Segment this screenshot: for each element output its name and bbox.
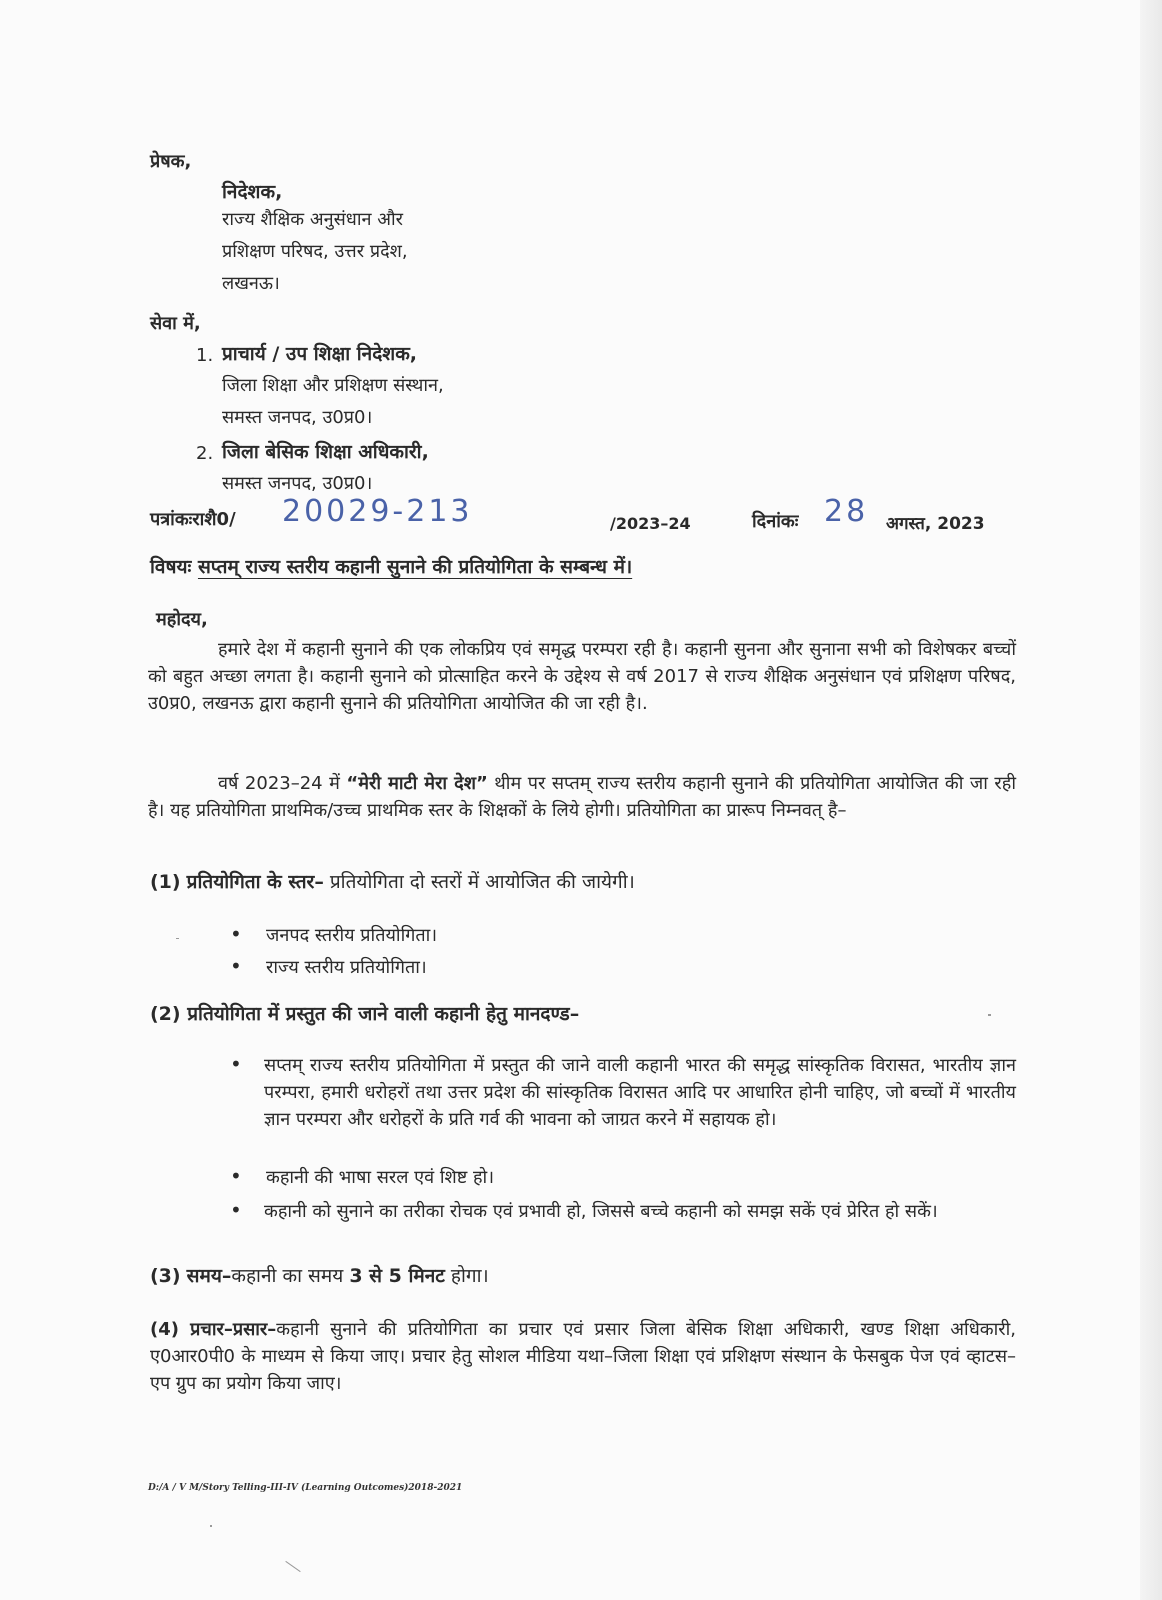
recipient-number: 2. (196, 443, 214, 464)
reference-prefix: पत्रांकःराशै0/ (150, 509, 236, 530)
bullet-dot: • (230, 1198, 242, 1222)
recipient-title: जिला बेसिक शिक्षा अधिकारी, (222, 441, 429, 463)
section-title: प्रतियोगिता के स्तर– (186, 871, 324, 893)
subject-text: सप्तम् राज्य स्तरीय कहानी सुनाने की प्रतियोगिता के सम्बन्ध में। (197, 556, 633, 578)
paragraph-theme (148, 770, 1016, 824)
paragraph-theme-end: थीम पर सप्तम् राज्य स्तरीय कहानी सुनाने की प्रतियोगिता आयोजित की जा रही है। यह प्रतियोगिता प्राथमिक/उच्च प्राथमिक स्तर के शिक्षकों के लिये होगी। प्रतियोगिता का प्रारूप निम्नवत् है– (148, 773, 1016, 821)
footer-file-path: D:/A / V M/Story Telling-III-IV (Learning Outcomes)2018-2021 (148, 1483, 463, 1493)
handwritten-date-day: 28 (824, 494, 869, 529)
section-number: (4) (150, 1319, 179, 1340)
scan-edge-shadow (1140, 0, 1162, 1600)
bullet-item: जनपद स्तरीय प्रतियोगिता। (266, 925, 438, 946)
sender-line: लखनऊ। (222, 273, 280, 294)
section-text: प्रतियोगिता दो स्तरों में आयोजित की जायेगी। (323, 871, 635, 893)
recipient-line: जिला शिक्षा और प्रशिक्षण संस्थान, (222, 375, 444, 396)
scan-stroke (285, 1561, 300, 1572)
section-number: (3) (150, 1265, 181, 1287)
bullet-dot: • (230, 954, 242, 978)
bullet-dot: • (230, 922, 242, 946)
section-title: प्रचार–प्रसार– (190, 1319, 277, 1340)
section-number: (1) (150, 871, 181, 893)
section-criteria (150, 1002, 579, 1026)
bullet-item: कहानी को सुनाने का तरीका रोचक एवं प्रभावी हो, जिससे बच्चे कहानी को समझ सकें एवं प्रेरित हो सकें। (264, 1201, 938, 1222)
bullet-item: कहानी की भाषा सरल एवं शिष्ट हो। (266, 1167, 495, 1188)
theme-name: “मेरी माटी मेरा देश” (346, 773, 488, 794)
section-number: (2) (150, 1003, 181, 1025)
sender-title: निदेशक, (222, 181, 283, 203)
story-duration: 3 से 5 मिनट (349, 1265, 445, 1287)
date-month-year: अगस्त, 2023 (886, 514, 985, 534)
recipient-number: 1. (196, 345, 214, 366)
recipient-title: प्राचार्य / उप शिक्षा निदेशक, (222, 343, 418, 365)
section-text: कहानी सुनाने की प्रतियोगिता का प्रचार एवं प्रसार जिला बेसिक शिक्षा अधिकारी, खण्ड शिक्षा अधिकारी, ए0आर0पी0 के माध्यम से किया जाए। प्रचार हेतु सोशल मीडिया यथा–जिला शिक्षा एवं प्रशिक्षण संस्थान के फेसबुक पेज एवं व्हाटस–एप ग्रुप का प्रयोग किया जाए। (150, 1319, 1016, 1394)
subject-label: विषयः (150, 556, 192, 578)
section-text: होगा। (444, 1265, 489, 1287)
section-title: प्रतियोगिता में प्रस्तुत की जाने वाली कहानी हेतु मानदण्ड– (187, 1003, 580, 1025)
subject-line (150, 555, 632, 579)
salutation: महोदय, (156, 609, 208, 630)
scan-speck (210, 1525, 212, 1527)
section-levels (150, 870, 635, 894)
reference-year: /2023–24 (610, 514, 691, 533)
paragraph-intro: हमारे देश में कहानी सुनाने की एक लोकप्रिय एवं समृद्ध परम्परा रही है। कहानी सुनना और सुनाना सभी को विशेषकर बच्चों को बहुत अच्छा लगता है। कहानी सुनाने को प्रोत्साहित करने के उद्देश्य से वर्ष 2017 से राज्य शैक्षिक अनुसंधान एवं प्रशिक्षण परिषद, उ0प्र0, लखनऊ द्वारा कहानी सुनाने की प्रतियोगिता आयोजित की जा रही है।. (148, 639, 1016, 714)
section-title: समय– (186, 1265, 232, 1287)
handwritten-letter-number: 20029-213 (282, 494, 473, 529)
recipient-line: समस्त जनपद, उ0प्र0। (222, 407, 373, 428)
bullet-dot: • (230, 1052, 242, 1076)
bullet-item: राज्य स्तरीय प्रतियोगिता। (266, 957, 427, 978)
sender-heading: प्रेषक, (150, 151, 192, 172)
section-time (150, 1264, 489, 1288)
paragraph-theme-start: वर्ष 2023–24 में (218, 773, 347, 794)
sender-line: प्रशिक्षण परिषद, उत्तर प्रदेश, (222, 241, 408, 262)
date-label: दिनांकः (752, 511, 799, 532)
recipient-heading: सेवा में, (150, 313, 201, 334)
scan-speck (176, 938, 179, 939)
bullet-item: सप्तम् राज्य स्तरीय प्रतियोगिता में प्रस्तुत की जाने वाली कहानी भारत की समृद्ध सांस्कृतिक विरासत, भारतीय ज्ञान परम्परा, हमारी धरोहरों तथा उत्तर प्रदेश की सांस्कृतिक विरासत आदि पर आधारित होनी चाहिए, जो बच्चों में भारतीय ज्ञान परम्परा और धरोहरों के प्रति गर्व की भावना को जाग्रत करने में सहायक हो। (264, 1055, 1016, 1130)
bullet-dot: • (230, 1164, 242, 1188)
recipient-line: समस्त जनपद, उ0प्र0। (222, 473, 373, 494)
section-text: कहानी का समय (231, 1265, 350, 1287)
section-publicity (150, 1316, 1016, 1397)
sender-line: राज्य शैक्षिक अनुसंधान और (222, 209, 403, 230)
scan-speck (988, 1014, 991, 1016)
